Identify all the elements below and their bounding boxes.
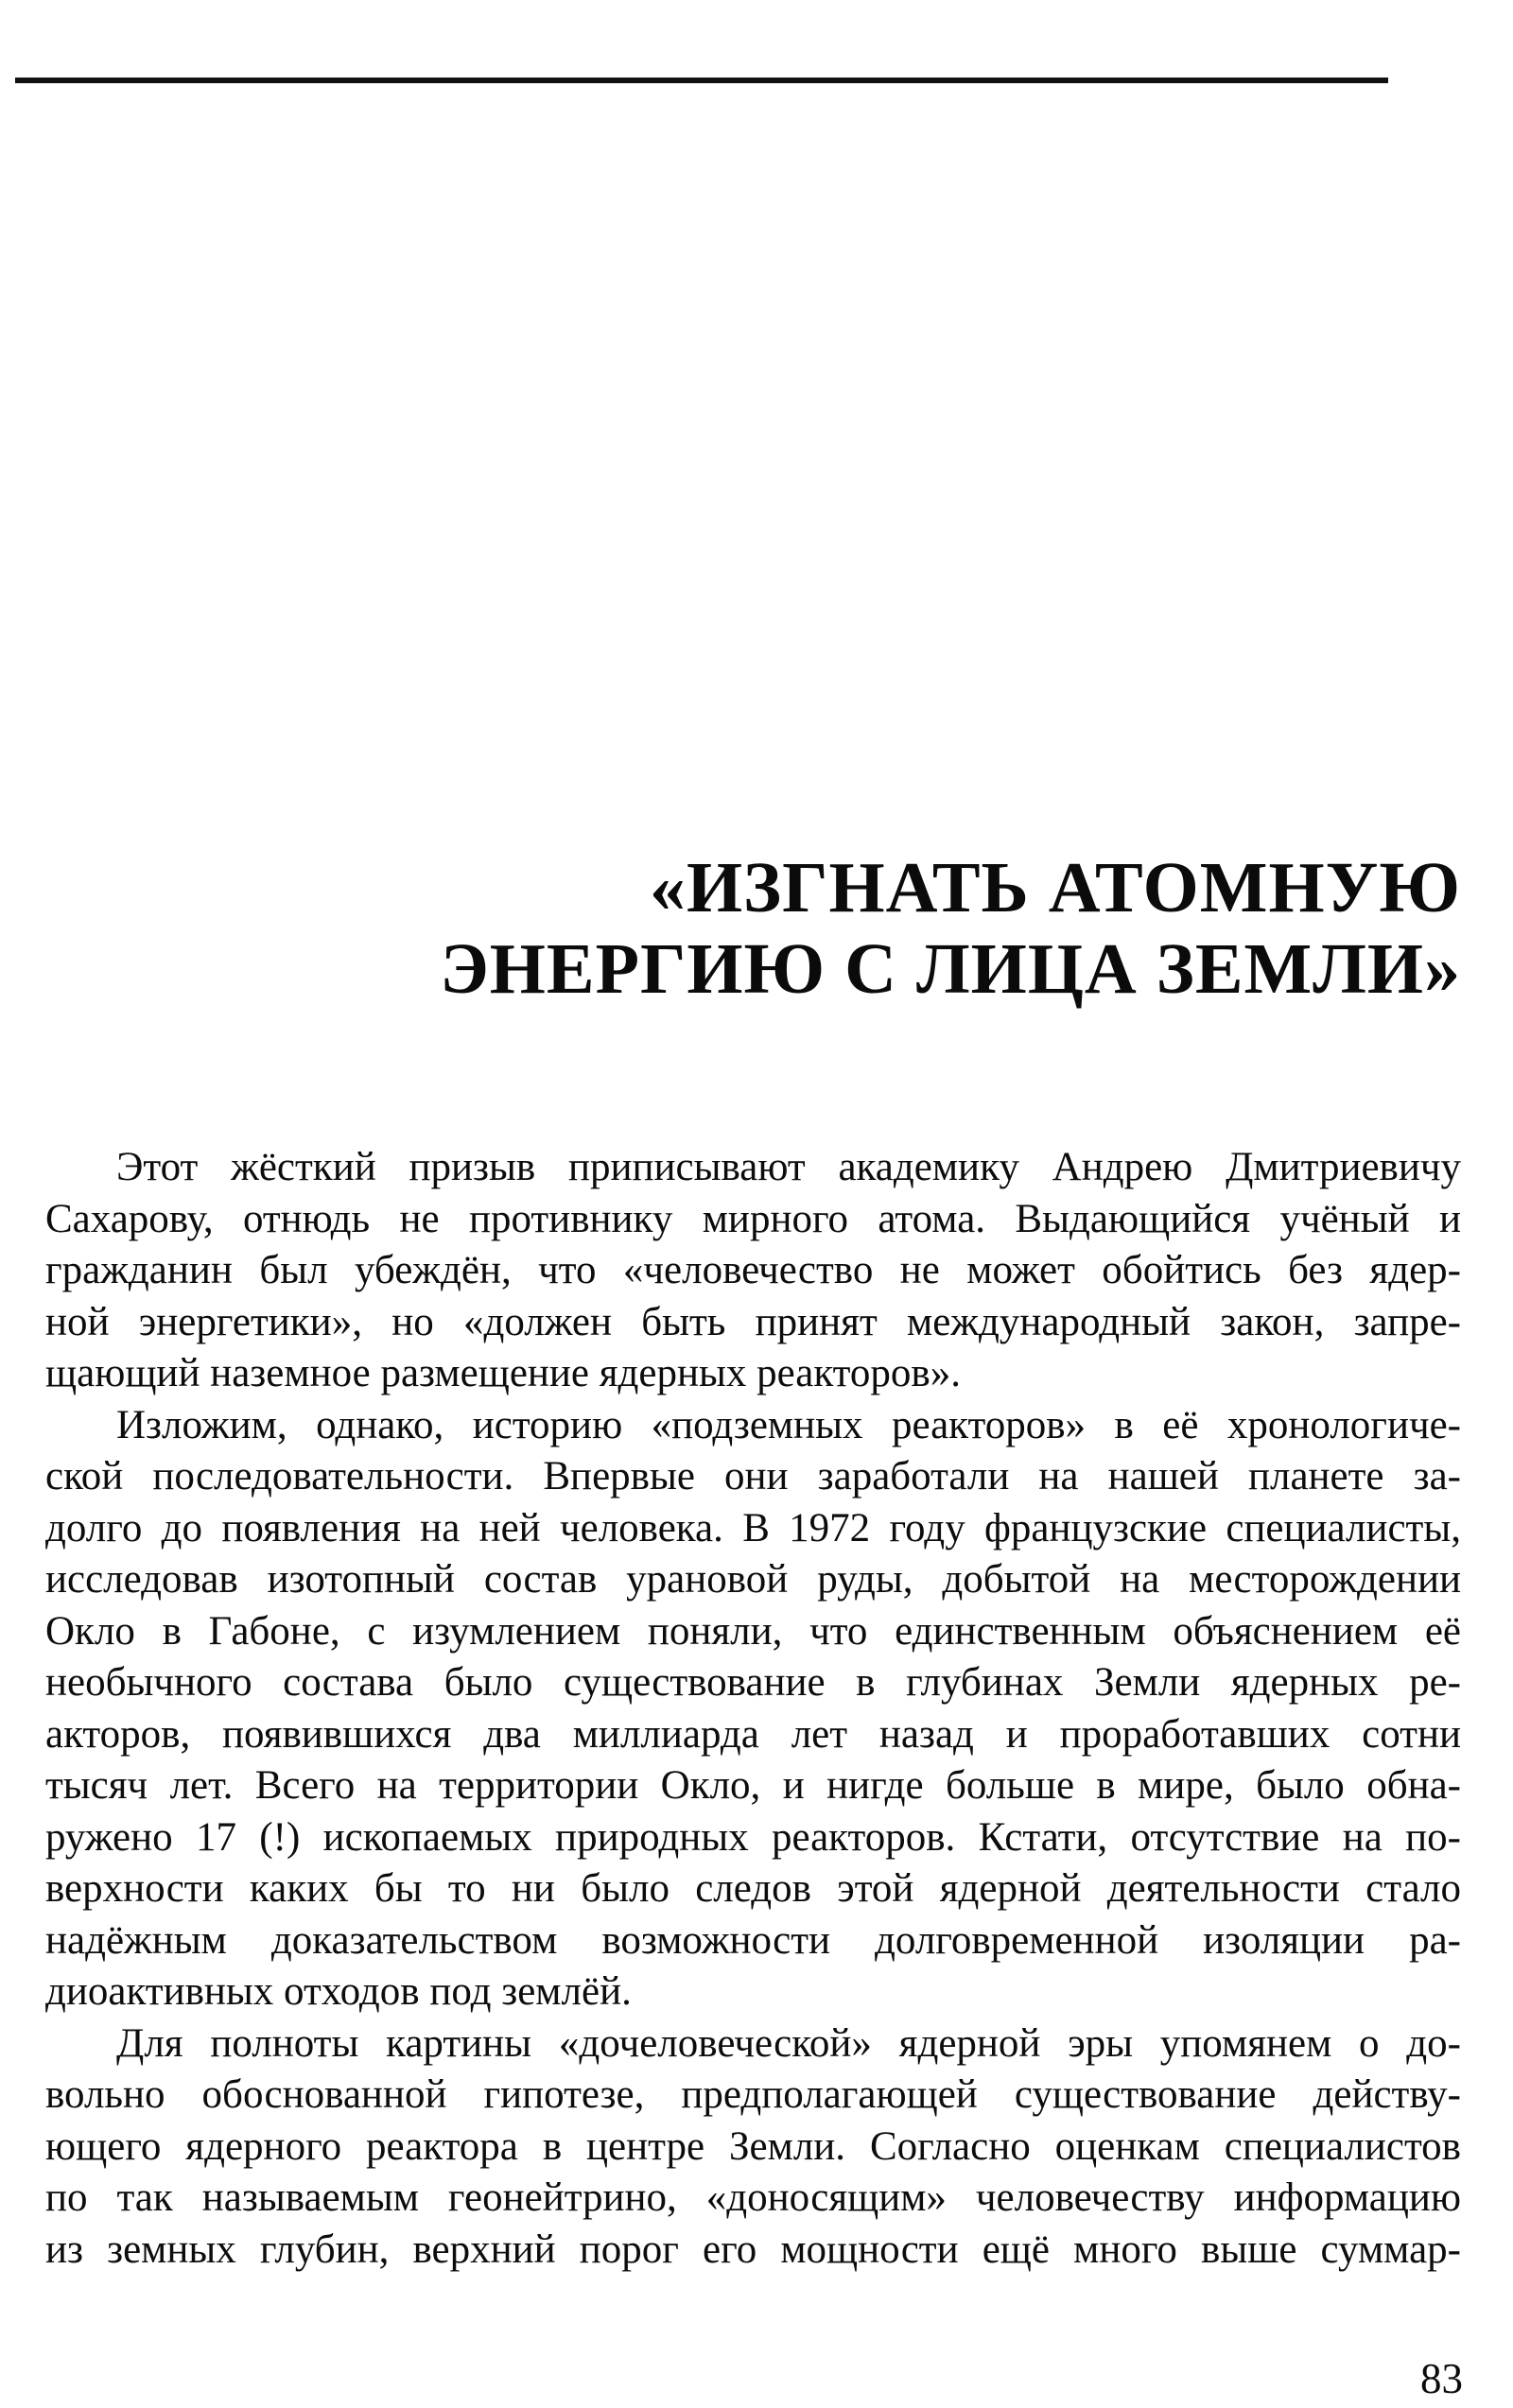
page-number: 83 <box>1420 2355 1463 2402</box>
chapter-title-line-1: «ИЗГНАТЬ АТОМНУЮ <box>649 848 1461 927</box>
text-line: верхности каких бы то ни было следов этой ядерной деятельности стало <box>45 1866 1461 1911</box>
text-line: необычного состава было существование в глубинах Земли ядерных ре- <box>45 1660 1461 1705</box>
text-line: Изложим, однако, историю «подземных реакторов» в её хронологиче- <box>116 1402 1461 1447</box>
header-rule <box>15 78 1388 83</box>
text-line: по так называемым геонейтрино, «доносящим» человечеству информацию <box>45 2175 1461 2220</box>
text-line: исследовав изотопный состав урановой руды, добытой на месторождении <box>45 1557 1461 1602</box>
text-line: вольно обоснованной гипотезе, предполагающей существование действу- <box>45 2072 1461 2117</box>
text-line: Этот жёсткий призыв приписывают академику Андрею Дмитриевичу <box>116 1145 1461 1189</box>
text-line: надёжным доказательством возможности долговременной изоляции ра- <box>45 1917 1461 1963</box>
text-line: тысяч лет. Всего на территории Окло, и нигде больше в мире, было обна- <box>45 1763 1461 1808</box>
text-line: щающий наземное размещение ядерных реакторов». <box>45 1351 961 1395</box>
text-line: гражданин был убеждён, что «человечество не может обойтись без ядер- <box>45 1248 1461 1292</box>
text-line: ющего ядерного реактора в центре Земли. Согласно оценкам специалистов <box>45 2123 1461 2169</box>
text-line: из земных глубин, верхний порог его мощности ещё много выше суммар- <box>45 2226 1461 2272</box>
text-line: ской последовательности. Впервые они заработали на нашей планете за- <box>45 1454 1461 1499</box>
body-text <box>45 1142 1461 2276</box>
text-line: акторов, появившихся два миллиарда лет назад и проработавших сотни <box>45 1711 1461 1757</box>
text-line: Для полноты картины «дочеловеческой» ядерной эры упомянем о до- <box>116 2020 1461 2066</box>
text-line: ружено 17 (!) ископаемых природных реакторов. Кстати, отсутствие на по- <box>45 1814 1461 1860</box>
text-line: Окло в Габоне, с изумлением поняли, что единственным объяснением её <box>45 1608 1461 1654</box>
text-line: диоактивных отходов под землёй. <box>45 1969 632 2014</box>
text-line: ной энергетики», но «должен быть принят международный закон, запре- <box>45 1299 1461 1344</box>
text-line: долго до появления на ней человека. В 1972 году французские специалисты, <box>45 1505 1461 1550</box>
chapter-title <box>440 847 1461 1010</box>
text-line: Сахарову, отнюдь не противнику мирного атома. Выдающийся учёный и <box>45 1196 1461 1241</box>
chapter-title-line-2: ЭНЕРГИЮ С ЛИЦА ЗЕМЛИ» <box>440 929 1461 1009</box>
